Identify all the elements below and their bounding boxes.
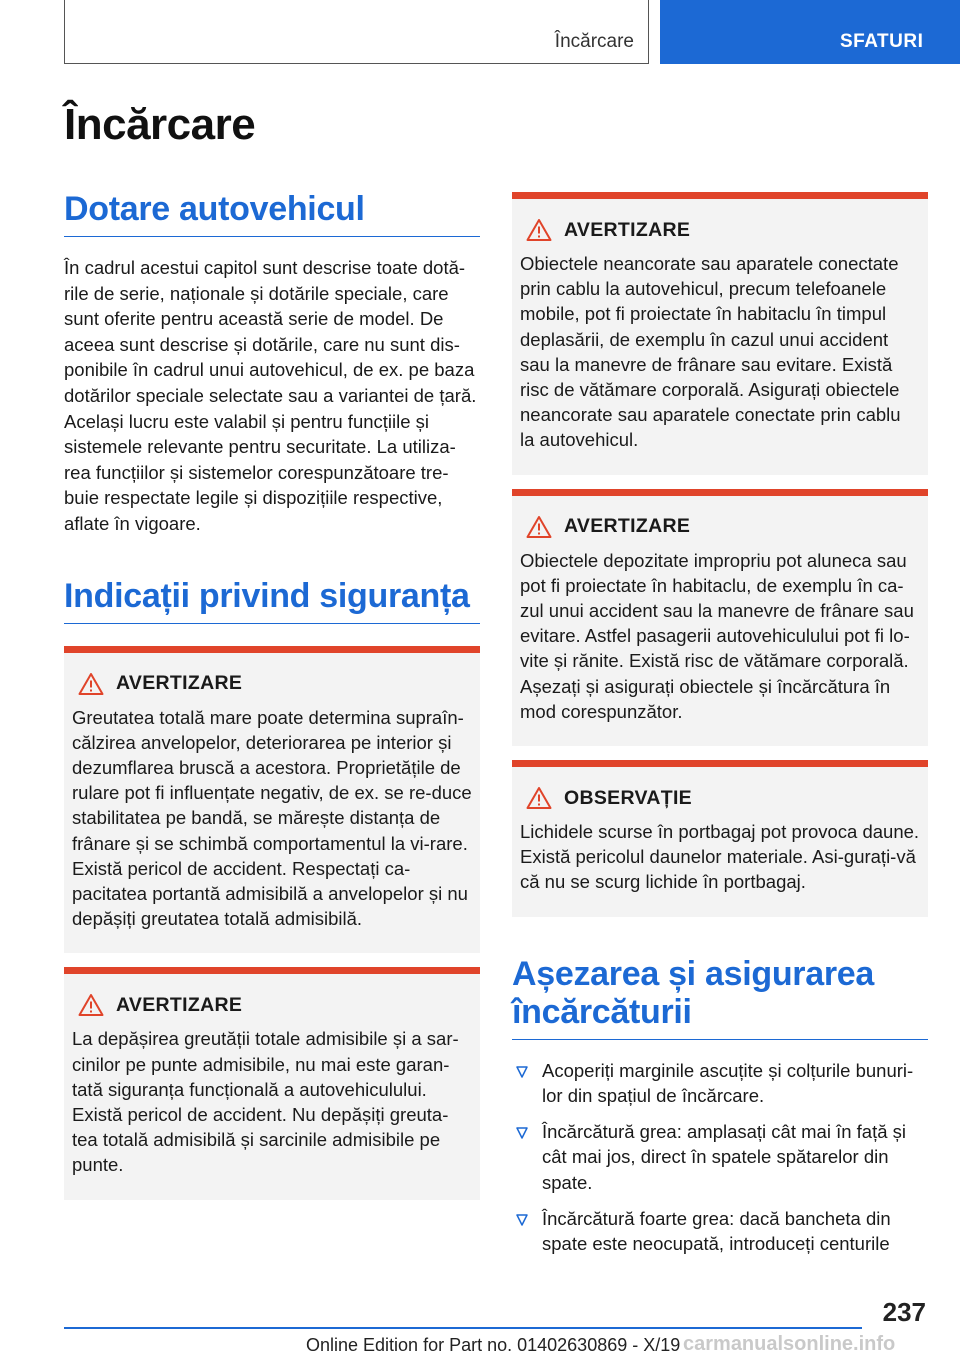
warning-box-text: Greutatea totală mare poate determina supraîn-călzirea anvelopelor, deteriorarea pe interior și dezumflarea bruscă a acestora. Proprietățile de rulare pot fi influențate negativ, de ex. se re-duce stabilitatea pe bandă, se mărește distanța de frânare și se schimbă comportamentul la vi-rare. Există pericol de accident. Respectați ca-pacitatea portantă admisibilă a anvelopelor și nu depășiți greutatea totală admisibilă. — [72, 706, 472, 930]
page-number: 237 — [882, 1297, 926, 1327]
heading-indicatii-siguranta: Indicații privind siguranța — [64, 577, 480, 624]
page-title: Încărcare — [64, 100, 256, 149]
footer-edition: Online Edition for Part no. 01402630869 - X/19 — [306, 1335, 681, 1355]
triangle-bullet-icon — [516, 1127, 528, 1139]
right-column — [512, 192, 928, 1267]
warning-box-title: AVERTIZARE — [116, 672, 243, 695]
list-item-text: Încărcătură grea: amplasați cât mai în față și cât mai jos, direct în spatele spătarelor din spate. — [542, 1120, 907, 1194]
warning-triangle-icon — [78, 672, 104, 696]
footer-divider — [64, 1327, 862, 1329]
heading-dotare: Dotare autovehicul — [64, 190, 480, 237]
note-box-title: OBSERVAȚIE — [564, 786, 692, 809]
warning-box-4 — [512, 489, 928, 746]
list-item — [512, 1058, 928, 1109]
warning-box-title: AVERTIZARE — [564, 218, 691, 241]
header-section-box — [64, 0, 649, 64]
warning-triangle-icon — [526, 515, 552, 539]
warning-triangle-icon — [526, 218, 552, 242]
list-item — [512, 1206, 928, 1257]
warning-box-title: AVERTIZARE — [116, 993, 243, 1016]
warning-box-1 — [64, 646, 480, 954]
header-tab-sfaturi[interactable] — [660, 0, 960, 64]
warning-box-header — [72, 988, 472, 1022]
paragraph-dotare: În cadrul acestui capitol sunt descrise toate dotă-rile de serie, naționale și dotările speciale, care sunt oferite pentru această serie de model. De aceea sunt descrise și dotările, care nu sunt dis-ponibile în cadrul unui autovehicul, de ex. pe baza dotărilor speciale selectate sau a variantei de țară. Același lucru este valabil și pentru funcțiile și sistemele relevante pentru securitate. La utiliza-rea funcțiilor și sistemelor corespunzătoare tre-buie respectate legile și dispozițiile respective, aflate în vigoare. — [64, 257, 477, 534]
list-item-text: Încărcătură foarte grea: dacă bancheta din spate este neocupată, introduceți centurile — [542, 1207, 891, 1255]
note-box-header — [520, 781, 920, 815]
warning-box-3 — [512, 192, 928, 475]
triangle-bullet-icon — [516, 1066, 528, 1078]
warning-triangle-icon — [78, 993, 104, 1017]
warning-box-header — [72, 667, 472, 701]
note-box-text: Lichidele scurse în portbagaj pot provoca daune. Există pericolul daunelor materiale. Asi-gurați-vă că nu se scurg lichide în portbagaj. — [520, 821, 920, 893]
triangle-bullet-icon — [516, 1214, 528, 1226]
left-column — [64, 190, 480, 1200]
list-item-text: Acoperiți marginile ascuțite și colțurile bunuri-lor din spațiul de încărcare. — [542, 1059, 914, 1107]
header-tab-label: SFATURI — [840, 31, 924, 52]
warning-box-title: AVERTIZARE — [564, 515, 691, 538]
warning-box-text: Obiectele depozitate impropriu pot aluneca sau pot fi proiectate în habitaclu, de exemplu în ca-zul unui accident sau la manevre de frânare sau evitare. Astfel pasagerii autovehiculului pot fi lo-vite și rănite. Există risc de vătămare corporală. Așezați și asigurați obiectele și încărcătura în mod corespunzător. — [520, 549, 914, 722]
warning-box-text: La depășirea greutății totale admisibile și a sar-cinilor pe punte admisibile, nu mai este garan-tată siguranța funcțională a autovehiculului. Există pericol de accident. Nu depășiți greuta-tea totală admisibilă și sarcinile admisibile pe punte. — [72, 1028, 459, 1176]
warning-triangle-icon — [526, 786, 552, 810]
warning-box-header — [520, 213, 920, 247]
header-section-title: Încărcare — [554, 31, 634, 52]
warning-box-header — [520, 510, 920, 544]
note-box — [512, 760, 928, 917]
list-item — [512, 1119, 928, 1196]
warning-box-2 — [64, 967, 480, 1199]
footer-watermark: carmanualsonline.info — [683, 1333, 896, 1355]
instruction-list — [512, 1058, 928, 1257]
warning-box-text: Obiectele neancorate sau aparatele conectate prin cablu la autovehicul, precum telefoanele mobile, pot fi proiectate în habitaclu în timpul deplasării, de exemplu în cazul unui accident sau la manevre de frânare sau evitare. Există risc de vătămare corporală. Asigurați obiectele neancorate sau aparatele conectate prin cablu la autovehicul. — [520, 253, 901, 451]
heading-asezare-incarcatura: Așezarea și asigurarea încărcăturii — [512, 955, 928, 1040]
